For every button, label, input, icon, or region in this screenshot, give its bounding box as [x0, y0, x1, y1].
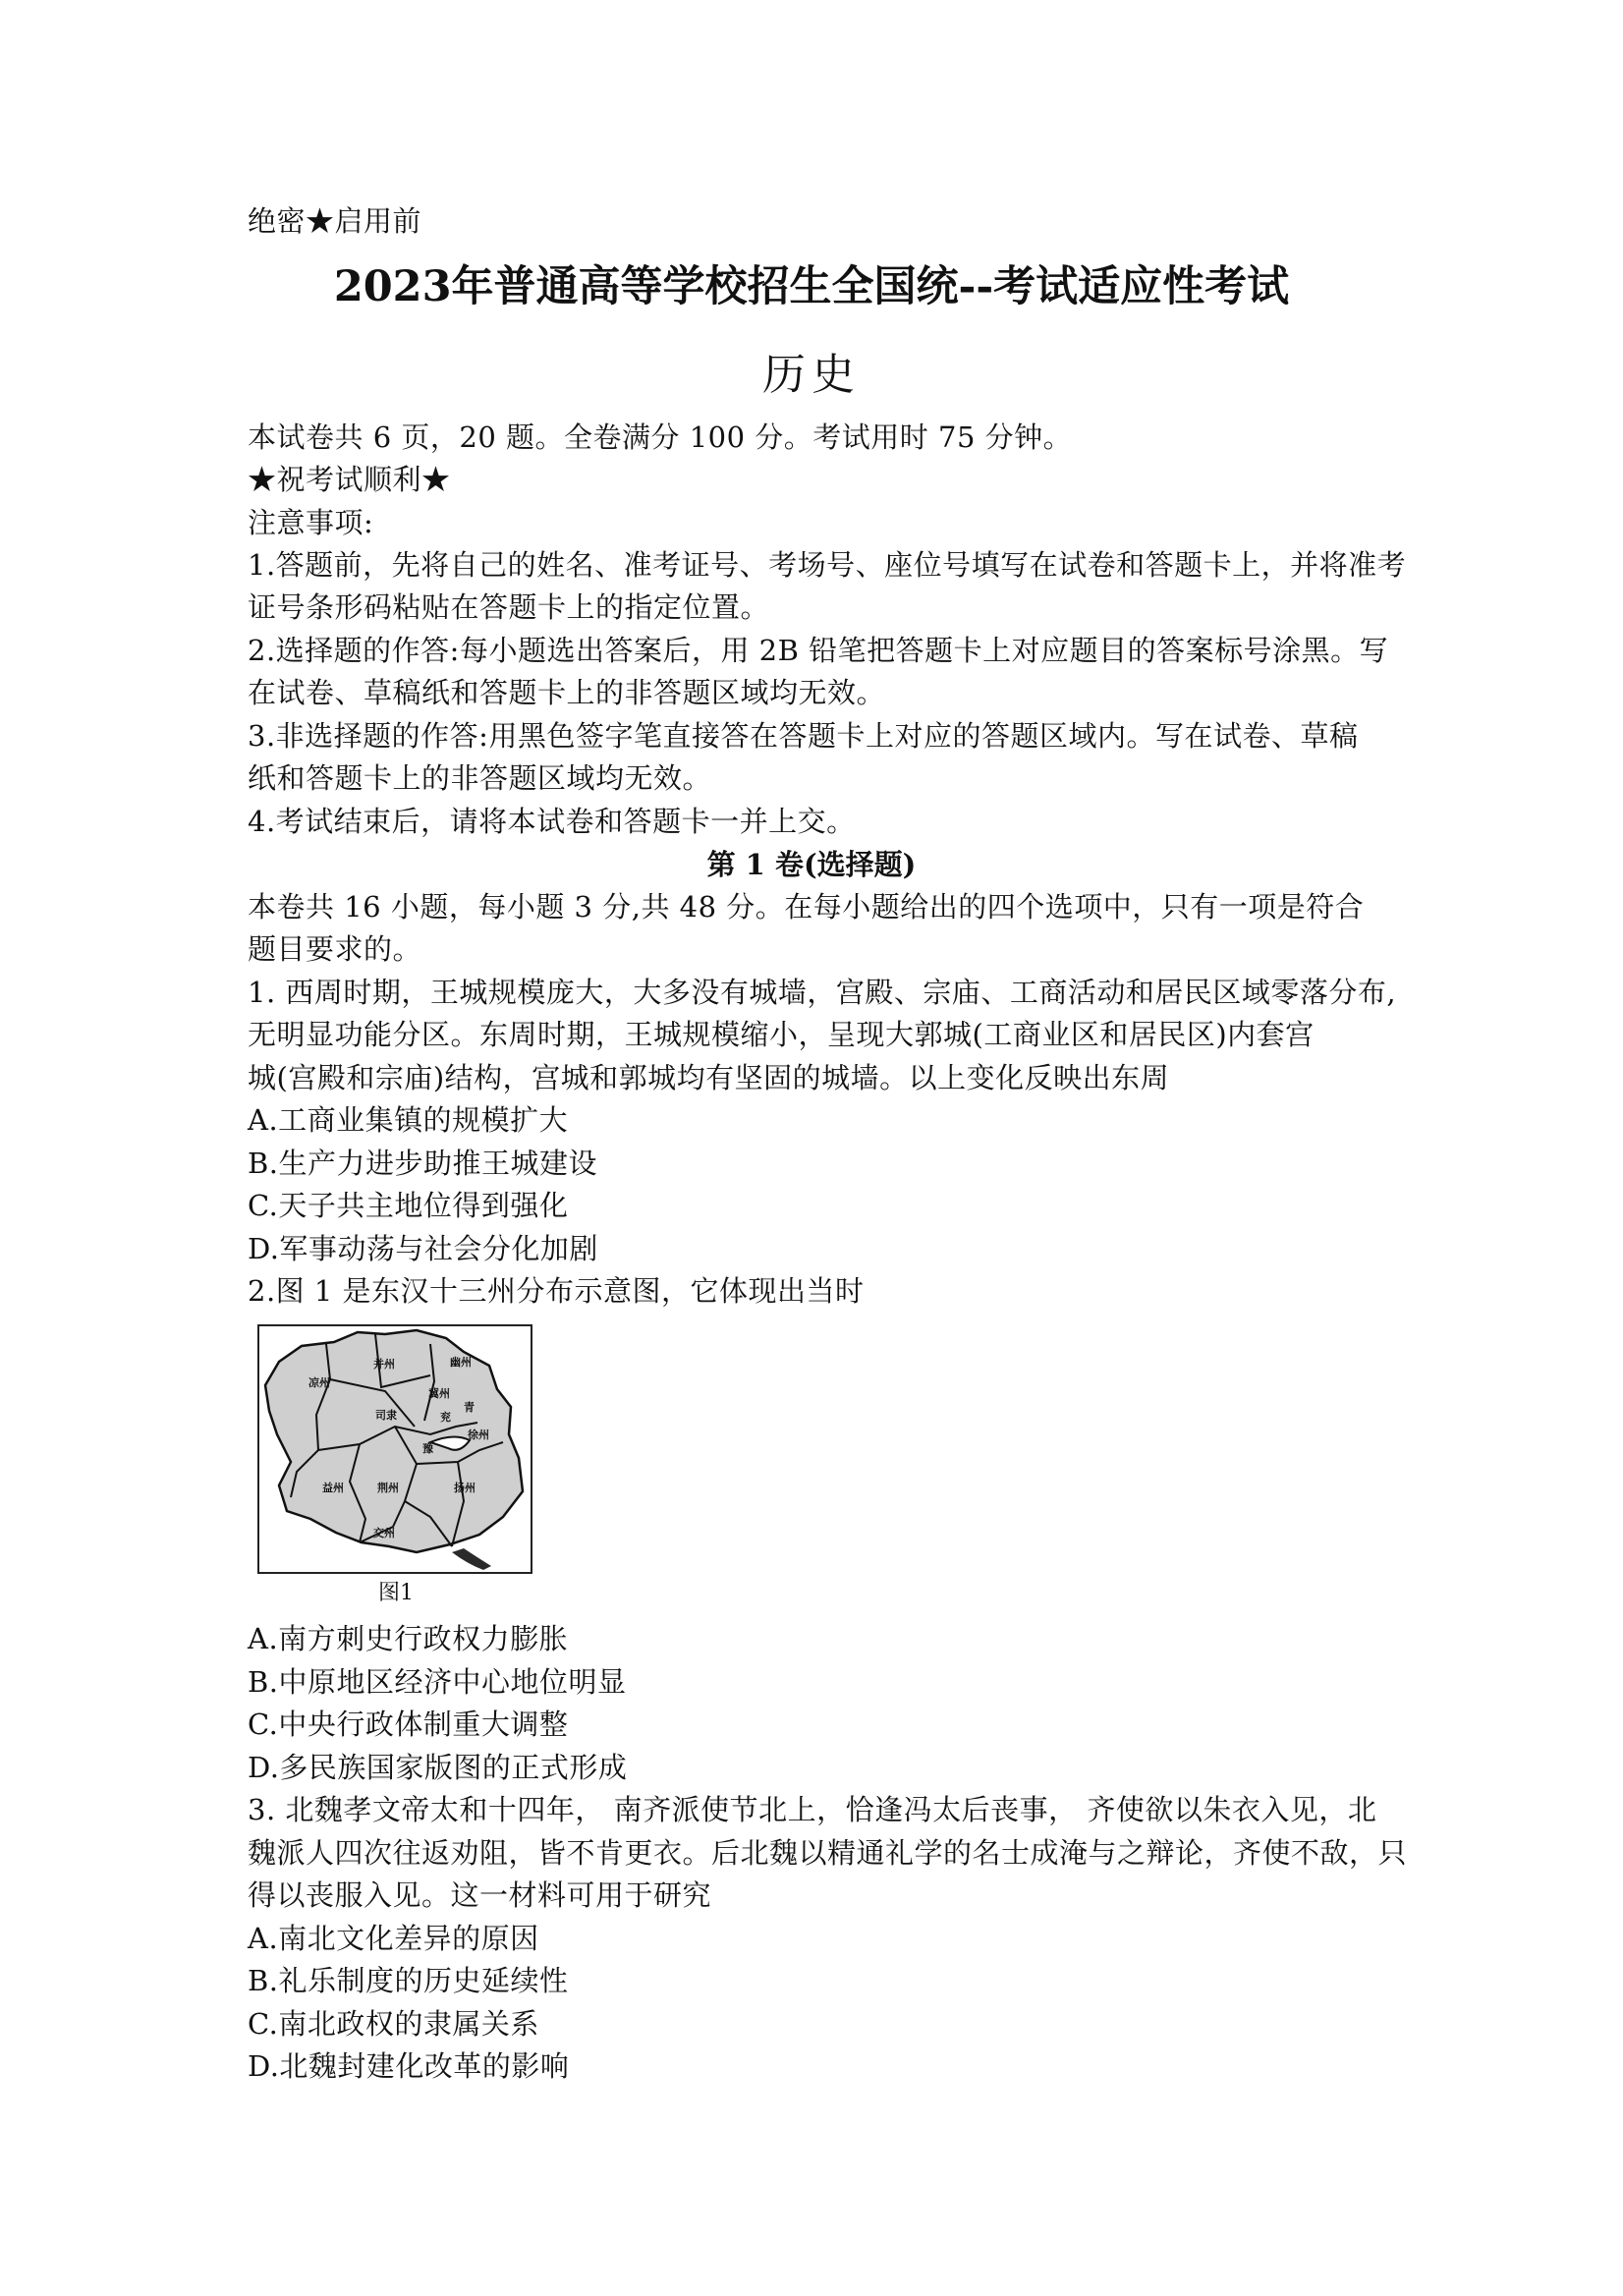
subject-title: 历史: [762, 350, 861, 400]
q1-stem-line-1: 1. 西周时期，王城规模庞大，大多没有城墙，宫殿、宗庙、工商活动和居民区域零落分布,: [248, 976, 1397, 1009]
good-luck-line: ★祝考试顺利★: [248, 463, 451, 496]
map-label-yuzhou: 豫: [422, 1442, 433, 1455]
exam-title: 2023年普通高等学校招生全国统--考试适应性考试: [333, 262, 1290, 311]
map-label-bingzhou: 并州: [373, 1358, 395, 1371]
section-heading: 第 1 卷(选择题): [706, 848, 917, 881]
q1-option-b: B.生产力进步助推王城建设: [248, 1147, 598, 1180]
notice-4: 4.考试结束后，请将本试卷和答题卡一并上交。: [248, 805, 856, 838]
han-provinces-map: [257, 1324, 532, 1575]
notice-1-line-1: 1.答题前，先将自己的姓名、准考证号、考场号、座位号填写在试卷和答题卡上，并将准考: [248, 548, 1407, 582]
notice-1-line-2: 证号条形码粘贴在答题卡上的指定位置。: [248, 590, 770, 624]
q2-option-a: A.南方刺史行政权力膨胀: [248, 1622, 569, 1655]
map-label-jizhou: 冀州: [428, 1387, 450, 1400]
q1-option-a: A.工商业集镇的规模扩大: [248, 1103, 569, 1137]
map-label-yizhou: 益州: [322, 1482, 344, 1494]
q2-option-c: C.中央行政体制重大调整: [248, 1708, 569, 1741]
notice-2-line-1: 2.选择题的作答:每小题选出答案后，用 2B 铅笔把答题卡上对应题目的答案标号涂黑。写: [248, 634, 1389, 667]
map-label-yangzhou: 扬州: [454, 1482, 476, 1494]
q3-stem-line-1: 3. 北魏孝文帝太和十四年， 南齐派使节北上，恰逢冯太后丧事， 齐使欲以朱衣入见，北: [248, 1793, 1377, 1826]
map-label-liangzhou: 凉州: [308, 1376, 330, 1389]
notice-3-line-2: 纸和答题卡上的非答题区域均无效。: [248, 761, 712, 795]
exam-info: 本试卷共 6 页，20 题。全卷满分 100 分。考试用时 75 分钟。: [248, 420, 1073, 454]
q1-stem-line-2: 无明显功能分区。东周时期，王城规模缩小，呈现大郭城(工商业区和居民区)内套宫: [248, 1018, 1315, 1051]
q3-option-c: C.南北政权的隶属关系: [248, 2007, 539, 2041]
section-desc-line-1: 本卷共 16 小题，每小题 3 分,共 48 分。在每小题给出的四个选项中，只有一项是符合: [248, 890, 1365, 924]
map-label-youzhou: 幽州: [450, 1356, 472, 1369]
map-label-jiaozhou: 交州: [373, 1527, 395, 1540]
q3-option-a: A.南北文化差异的原因: [248, 1922, 539, 1955]
q3-option-d: D.北魏封建化改革的影响: [248, 2049, 570, 2083]
q2-option-d: D.多民族国家版图的正式形成: [248, 1751, 628, 1784]
q3-stem-line-2: 魏派人四次往返劝阻，皆不肯更衣。后北魏以精通礼学的名士成淹与之辩论，齐使不敌，只: [248, 1836, 1408, 1870]
map-label-qingzhou: 青: [464, 1401, 475, 1414]
section-desc-line-2: 题目要求的。: [248, 932, 422, 966]
notice-2-line-2: 在试卷、草稿纸和答题卡上的非答题区域均无效。: [248, 676, 886, 709]
map-label-jingzhou: 荆州: [377, 1482, 399, 1494]
map-label-sili: 司隶: [375, 1409, 397, 1422]
q3-option-b: B.礼乐制度的历史延续性: [248, 1964, 569, 1997]
q2-option-b: B.中原地区经济中心地位明显: [248, 1665, 627, 1699]
map-label-yanzhou: 兖: [440, 1411, 451, 1424]
q1-option-c: C.天子共主地位得到强化: [248, 1189, 569, 1222]
notice-heading: 注意事项:: [248, 506, 374, 539]
map-label-xuzhou: 徐州: [468, 1428, 489, 1441]
q3-stem-line-3: 得以丧服入见。这一材料可用于研究: [248, 1878, 712, 1912]
notice-3-line-1: 3.非选择题的作答:用黑色签字笔直接答在答题卡上对应的答题区域内。写在试卷、草稿: [248, 719, 1359, 753]
figure-caption: 图1: [378, 1581, 414, 1605]
q1-option-d: D.军事动荡与社会分化加剧: [248, 1232, 598, 1265]
q2-stem: 2.图 1 是东汉十三州分布示意图，它体现出当时: [248, 1274, 865, 1308]
q1-stem-line-3: 城(宫殿和宗庙)结构，宫城和郭城均有坚固的城墙。以上变化反映出东周: [248, 1061, 1170, 1094]
confidential-mark: 绝密★启用前: [248, 204, 422, 238]
